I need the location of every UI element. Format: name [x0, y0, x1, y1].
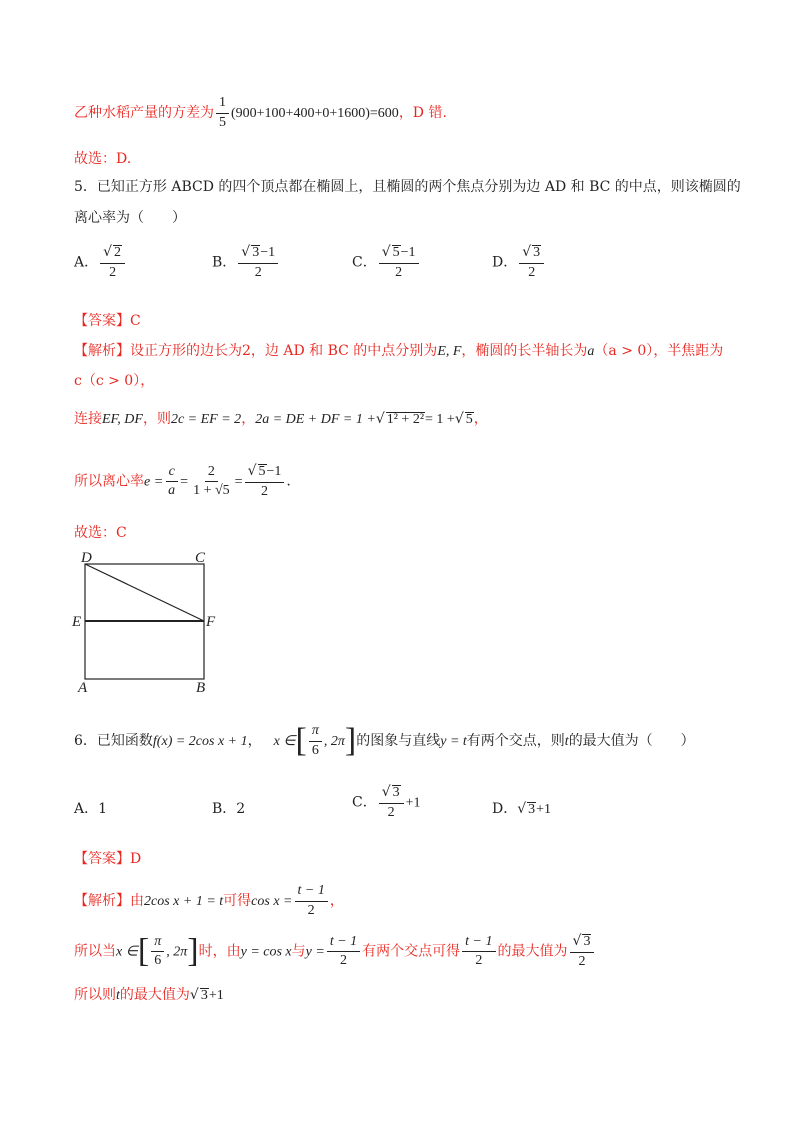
q6-text: 6．已知函数 [74, 733, 153, 750]
fraction-result: $\frac{√ 5-1}{2}$ [245, 464, 285, 499]
var-t: t [116, 988, 120, 1003]
option-fraction: $\frac{√ 3}{2}$ [379, 785, 404, 820]
frac-num-root: 5 [258, 464, 266, 479]
frac-num-rest: −1 [260, 245, 276, 260]
interval-rest: , 2π [166, 944, 188, 960]
option-letter: D． [492, 801, 518, 817]
frac-num-root: 3 [392, 785, 400, 800]
curve-eq: y = cos x [240, 944, 292, 960]
frac-den: 5 [219, 114, 226, 130]
option-fraction: $\frac{√ 3}{2}$ [519, 245, 544, 280]
frac-den: 2 [254, 264, 262, 280]
analysis-tag: 【解析】 [74, 343, 130, 359]
fraction-one-fifth [216, 96, 229, 130]
interval-fraction [151, 935, 164, 969]
sqrt-root: 3 [200, 988, 208, 1003]
interval-rest: , 2π [323, 734, 345, 750]
option-letter: D． [492, 254, 518, 271]
equation: 2cos x + 1 = t [144, 894, 224, 910]
frac-den: 2 [387, 804, 395, 820]
fraction-c-over-a [165, 465, 178, 499]
q6-analysis-line3: 所以则t的最大值为√ 3+1 [74, 987, 224, 1003]
frac-den: 2 [307, 902, 315, 918]
frac-den: 6 [311, 742, 319, 758]
frac-den: 1 + √5 [193, 483, 230, 499]
q6-option-c [352, 785, 421, 820]
separator: ， [247, 733, 262, 750]
option-fraction: $\frac{√ 5-1}{2}$ [379, 245, 419, 280]
q5-stem-line1: 5．已知正方形 ABCD 的四个顶点都在椭圆上，且椭圆的两个焦点分别为边 AD 和 BC 的中点，则该椭圆的 [74, 179, 741, 195]
x-in: x ∈ [116, 944, 138, 960]
analysis-text: ，半焦距为 [653, 343, 724, 359]
q6-text: 的图象与直线 [356, 733, 441, 750]
label-e: E [72, 614, 82, 630]
interval-fraction [309, 724, 322, 758]
q6-option-a: A．1 [74, 801, 108, 817]
frac-num: 3 [533, 245, 541, 260]
frac-num: t − 1 [295, 884, 328, 902]
frac-num: π [151, 935, 164, 953]
option-tail: +1 [208, 988, 224, 1003]
option-tail: +1 [536, 802, 552, 817]
segment-vars: EF, DF [102, 412, 143, 427]
analysis-text: 由 [130, 893, 144, 910]
condition: （a > 0） [594, 343, 654, 359]
q5-analysis-line1 [74, 344, 723, 359]
separator: ， [241, 411, 256, 427]
answer-value: D [130, 851, 142, 867]
var-t: t [564, 734, 569, 750]
option-fraction: $\frac{√ 2}{2}$ [100, 245, 125, 280]
analysis-text: 所以则 [74, 987, 116, 1003]
eccentricity-symbol: e = [144, 474, 164, 490]
frac-num-root: 3 [583, 934, 591, 949]
option-tail: +1 [405, 795, 421, 811]
q5-selection: 故选：C [74, 525, 127, 541]
analysis-text: 所以当 [74, 943, 116, 960]
equation-2a-rest: = 1 + [425, 412, 455, 427]
period: . [286, 473, 291, 490]
analysis-text: 可得 [223, 893, 252, 910]
analysis-text: 设正方形的边长为2，边 AD 和 BC 的中点分别为 [130, 343, 438, 359]
q6-answer [74, 852, 141, 866]
q5-analysis-line4: 所以离心率e = $\frac{c}{a}$ = $\frac{2}{1 + √5}$ = $\frac{√ 5-1}{2}$ . [74, 463, 291, 499]
q5-option-d [492, 245, 546, 280]
frac-den: 2 [578, 953, 586, 969]
frac-num-root: 5 [392, 245, 400, 260]
variance-tail: ，D 错. [398, 105, 447, 122]
equation-2c: 2c = EF = 2 [170, 412, 242, 427]
variance-line [74, 96, 447, 130]
label-c: C [195, 550, 206, 566]
option-letter: C． [352, 254, 377, 271]
q5-answer [74, 314, 141, 328]
q5-option-c [352, 245, 421, 280]
frac-num: 2 [114, 245, 122, 260]
analysis-text: 的最大值为 [497, 943, 568, 960]
label-a: A [78, 680, 88, 696]
line-eq: y = [305, 944, 325, 960]
analysis-text: 有两个交点可得 [362, 943, 461, 960]
sqrt-root: 3 [528, 802, 536, 817]
q5-analysis-line2: c（c > 0）， [74, 373, 155, 389]
q6-stem: 6．已知函数f(x) = 2cos x + 1， x ∈[ $\frac{\pi}{6}$ , 2π]的图象与直线y = t有两个交点，则t的最大值为（ ） [74, 722, 695, 760]
square-figure [70, 546, 230, 696]
cos-expr: cos x = [251, 894, 293, 910]
frac-den: 2 [260, 483, 268, 499]
analysis-text: 所以离心率 [74, 473, 144, 490]
frac-num-rest: −1 [266, 464, 282, 479]
label-b: B [196, 680, 206, 696]
frac-den: 2 [395, 264, 403, 280]
fraction-t [327, 935, 360, 969]
answer-tag: 【答案】 [74, 851, 130, 867]
option-letter: B． [212, 254, 237, 271]
line-eq: y = t [440, 734, 467, 750]
q5-analysis-line3: 连接EF, DF，则2c = EF = 2，2a = DE + DF = 1 +√ 1² + 2²= 1 +√ 5， [74, 411, 488, 427]
option-letter: C． [352, 794, 377, 811]
midpoint-vars: E, F [437, 344, 462, 359]
option-fraction: $\frac{√ 3-1}{2}$ [238, 245, 278, 280]
fraction-t [462, 935, 495, 969]
frac-den: 2 [109, 264, 117, 280]
label-d: D [81, 550, 92, 566]
frac-num-root: 3 [252, 245, 260, 260]
q5-stem-line2: 离心率为（ ） [74, 210, 186, 226]
fraction-2-over [190, 465, 233, 499]
analysis-text: 的最大值为 [119, 987, 190, 1003]
frac-num-rest: −1 [400, 245, 416, 260]
q6-text: 的最大值为（ ） [568, 733, 695, 750]
q5-option-a [74, 245, 127, 280]
variance-expression: (900+100+400+0+1600)=600 [231, 106, 399, 122]
q6-text: 有两个交点，则 [466, 733, 565, 750]
frac-num: 1 [216, 96, 229, 114]
x-in: x ∈ [273, 734, 296, 750]
q6-option-b: B．2 [212, 801, 246, 817]
frac-den: a [168, 483, 176, 499]
option-letter: A． [74, 254, 99, 271]
variance-intro: 乙种水稻产量的方差为 [74, 105, 214, 122]
segment-df [85, 564, 204, 621]
analysis-text: ，椭圆的长半轴长为 [461, 343, 588, 359]
frac-num: c [166, 465, 178, 483]
fraction-sqrt3-2: $\frac{√ 3}{2}$ [570, 934, 595, 969]
frac-num: 2 [205, 465, 218, 483]
frac-den: 2 [475, 953, 483, 969]
analysis-text: 连接 [74, 411, 102, 427]
fraction-t [295, 884, 328, 918]
answer-tag: 【答案】 [74, 313, 130, 329]
q6-analysis-line2: 所以当x ∈[ $\frac{\pi}{6}$ , 2π]时，由y = cos x与y = $\frac{t - 1}{2}$ 有两个交点可得 $\frac{t - 1}{2}$ 的最大值为 $\frac{√ 3}{2}$ [74, 934, 596, 969]
analysis-text: 与 [291, 943, 306, 960]
analysis-text: ，则 [142, 411, 171, 427]
q5-option-b [212, 245, 280, 280]
frac-num: t − 1 [462, 935, 495, 953]
frac-num: π [309, 724, 322, 742]
label-f: F [206, 614, 216, 630]
q6-analysis-line1 [74, 884, 344, 918]
frac-den: 6 [154, 953, 162, 969]
frac-den: 2 [340, 953, 347, 969]
separator: ， [329, 893, 344, 910]
frac-den: 2 [528, 264, 536, 280]
sqrt-five: 5 [465, 412, 473, 427]
frac-num: t − 1 [327, 935, 360, 953]
function-def: f(x) = 2cos x + 1 [152, 734, 248, 750]
equation-2a: 2a = DE + DF = 1 + [255, 412, 376, 427]
sqrt-term: 1² + 2² [386, 412, 425, 427]
separator: ， [473, 411, 488, 427]
var-a: a [587, 344, 595, 359]
previous-selection: 故选：D. [74, 151, 132, 167]
analysis-text: 时，由 [198, 943, 241, 960]
answer-value: C [130, 313, 141, 329]
q6-option-d: D．√ 3+1 [492, 801, 552, 817]
analysis-tag: 【解析】 [74, 893, 130, 910]
